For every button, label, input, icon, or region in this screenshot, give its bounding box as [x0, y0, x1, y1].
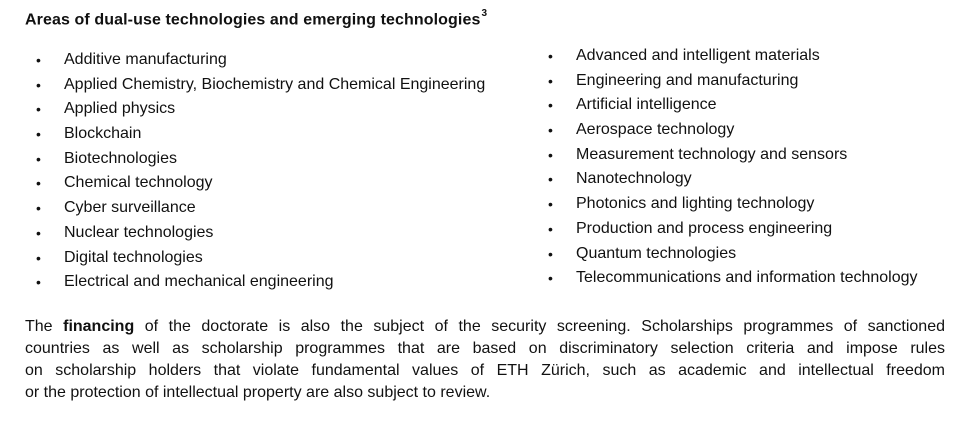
bullet-icon: •	[36, 101, 41, 118]
list-item-label: Applied Chemistry, Biochemistry and Chemical Engineering	[64, 75, 486, 93]
list-item-label: Blockchain	[64, 125, 142, 143]
list-item-label: Digital technologies	[64, 248, 203, 266]
paragraph-line-2: countries as well as scholarship programmes that are based on discriminatory selection criteria and impose rules	[25, 340, 945, 357]
list-item-label: Quantum technologies	[576, 244, 737, 262]
list-item-label: Photonics and lighting technology	[576, 195, 815, 213]
list-item-label: Cyber surveillance	[64, 199, 196, 217]
bullet-icon: •	[548, 97, 553, 114]
bullet-icon: •	[548, 171, 553, 188]
paragraph-line-4: or the protection of intellectual property are also subject to review.	[25, 384, 491, 401]
bullet-icon: •	[548, 122, 553, 139]
bullet-icon: •	[36, 76, 41, 93]
bullet-icon: •	[548, 72, 553, 89]
bullet-icon: •	[548, 48, 553, 64]
list-item-label: Engineering and manufacturing	[576, 71, 799, 89]
list-item-label: Nanotechnology	[576, 170, 692, 188]
list-item-label: Electrical and mechanical engineering	[64, 273, 334, 291]
bullet-icon: •	[36, 224, 41, 241]
bullet-icon: •	[36, 126, 41, 143]
financing-paragraph	[25, 316, 945, 404]
paragraph-line-1-rest: of the doctorate is also the subject of the security screening. Scholarships programmes of sanctioned	[134, 318, 945, 335]
list-item-label: Telecommunications and information technology	[576, 269, 918, 287]
bullet-icon: •	[548, 270, 553, 287]
bullet-icon: •	[548, 196, 553, 213]
list-item-label: Applied physics	[64, 100, 176, 118]
bullet-icon: •	[36, 175, 41, 192]
bullet-icon: •	[36, 200, 41, 217]
heading-text: Areas of dual-use technologies and emerging technologies	[25, 11, 481, 29]
footnote-marker: 3	[481, 8, 488, 19]
bullet-icon: •	[36, 274, 41, 291]
paragraph-line-3: on scholarship holders that violate fundamental values of ETH Zürich, such as academic and intellectual freedom	[25, 362, 945, 379]
bullet-icon: •	[36, 249, 41, 266]
list-item-label: Chemical technology	[64, 174, 213, 192]
paragraph-prefix: The	[25, 318, 64, 335]
list-item-label: Aerospace technology	[576, 121, 735, 139]
bullet-icon: •	[548, 220, 553, 237]
list-item-label: Additive manufacturing	[64, 51, 227, 68]
bullet-icon: •	[548, 146, 553, 163]
list-item-label: Nuclear technologies	[64, 223, 214, 241]
bullet-icon: •	[36, 150, 41, 167]
list-item-label: Measurement technology and sensors	[576, 145, 848, 163]
list-item-label: Biotechnologies	[64, 149, 177, 167]
bullet-icon: •	[548, 245, 553, 262]
list-item-label: Advanced and intelligent materials	[576, 47, 820, 64]
bullet-icon: •	[36, 52, 41, 68]
list-item-label: Artificial intelligence	[576, 96, 717, 114]
list-item-label: Production and process engineering	[576, 219, 833, 237]
financing-emphasis: financing	[63, 318, 135, 335]
section-heading	[25, 10, 487, 29]
paragraph-line-1	[25, 316, 945, 338]
